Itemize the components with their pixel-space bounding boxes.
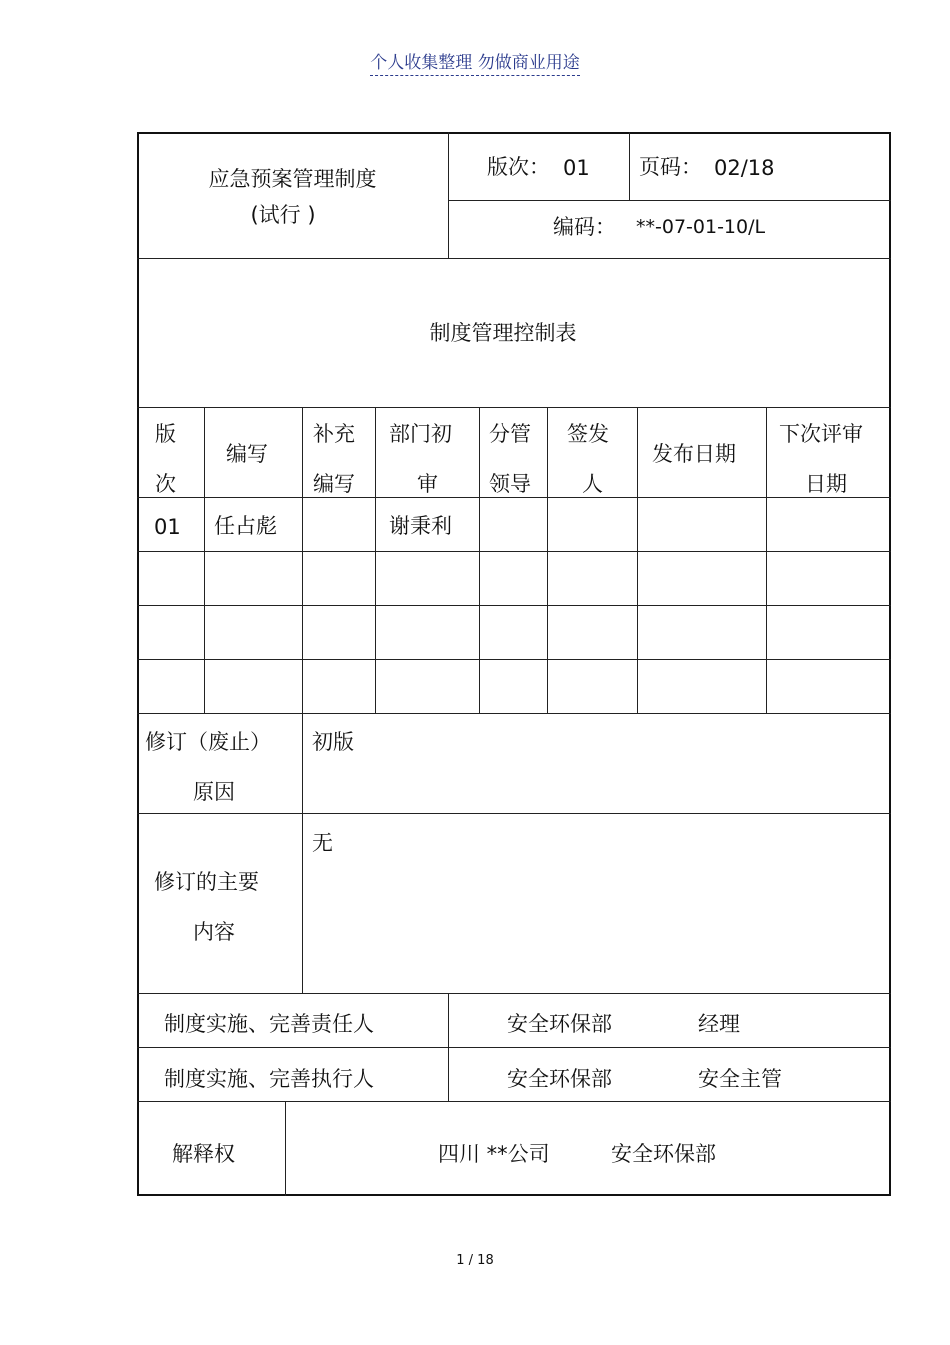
divider	[137, 258, 891, 259]
responsible-role: 经理	[698, 1012, 740, 1036]
divider	[479, 407, 480, 714]
table-cell: 任占彪	[214, 514, 277, 538]
divider	[137, 659, 891, 660]
executor-dept: 安全环保部	[507, 1067, 612, 1091]
divider	[766, 407, 767, 714]
col-header-leader-2: 领导	[489, 472, 531, 496]
divider	[137, 1101, 891, 1102]
col-header-dept-review: 部门初	[389, 422, 452, 446]
table-cell: 01	[154, 515, 181, 539]
col-header-supplement: 补充	[313, 422, 355, 446]
divider	[375, 407, 376, 714]
divider	[637, 407, 638, 714]
divider	[137, 993, 891, 994]
divider	[137, 605, 891, 606]
document-subtitle: (试行 )	[250, 203, 316, 227]
header-note: 个人收集整理 勿做商业用途	[0, 48, 950, 73]
revision-reason-label: 修订（废止）	[145, 730, 271, 754]
executor-role: 安全主管	[698, 1067, 782, 1091]
version-label: 版次：	[487, 155, 550, 179]
divider	[285, 1101, 286, 1196]
revision-content-value: 无	[312, 831, 333, 855]
divider	[137, 813, 891, 814]
code-value: **-07-01-10/L	[636, 216, 766, 238]
control-table	[137, 132, 891, 1196]
page-number: 1 / 18	[456, 1253, 494, 1268]
col-header-leader: 分管	[489, 422, 531, 446]
col-header-issuer-2: 人	[582, 472, 603, 496]
document-title: 应急预案管理制度	[208, 167, 377, 191]
code-label: 编码：	[553, 215, 616, 239]
revision-reason-label-2: 原因	[193, 780, 235, 804]
table-title: 制度管理控制表	[429, 321, 577, 345]
divider	[448, 993, 449, 1102]
col-header-version-2: 次	[155, 472, 176, 496]
col-header-publish-date: 发布日期	[652, 442, 736, 466]
col-header-next-review: 下次评审	[779, 422, 863, 446]
divider	[448, 132, 449, 259]
version-value: 01	[563, 156, 590, 180]
col-header-version: 版	[155, 422, 176, 446]
divider	[547, 407, 548, 714]
col-header-supplement-2: 编写	[313, 472, 355, 496]
interpretation-dept: 安全环保部	[611, 1142, 716, 1166]
divider	[302, 407, 303, 714]
interpretation-label: 解释权	[172, 1142, 235, 1166]
divider	[137, 1047, 891, 1048]
divider	[629, 132, 630, 201]
revision-reason-value: 初版	[312, 730, 354, 754]
divider	[449, 200, 891, 201]
responsible-dept: 安全环保部	[507, 1012, 612, 1036]
revision-content-label: 修订的主要	[154, 870, 259, 894]
col-header-author: 编写	[226, 442, 268, 466]
divider	[137, 713, 891, 714]
col-header-next-review-2: 日期	[805, 472, 847, 496]
table-cell: 谢秉利	[389, 514, 452, 538]
page-label: 页码：	[639, 155, 702, 179]
page-value: 02/18	[714, 156, 775, 180]
divider	[137, 407, 891, 408]
divider	[137, 551, 891, 552]
executor-label: 制度实施、完善执行人	[164, 1067, 374, 1091]
responsible-label: 制度实施、完善责任人	[164, 1012, 374, 1036]
divider	[137, 497, 891, 498]
interpretation-company: 四川 **公司	[438, 1142, 550, 1166]
divider	[302, 713, 303, 994]
divider	[204, 407, 205, 714]
col-header-issuer: 签发	[567, 422, 609, 446]
col-header-dept-review-2: 审	[417, 472, 438, 496]
revision-content-label-2: 内容	[193, 920, 235, 944]
